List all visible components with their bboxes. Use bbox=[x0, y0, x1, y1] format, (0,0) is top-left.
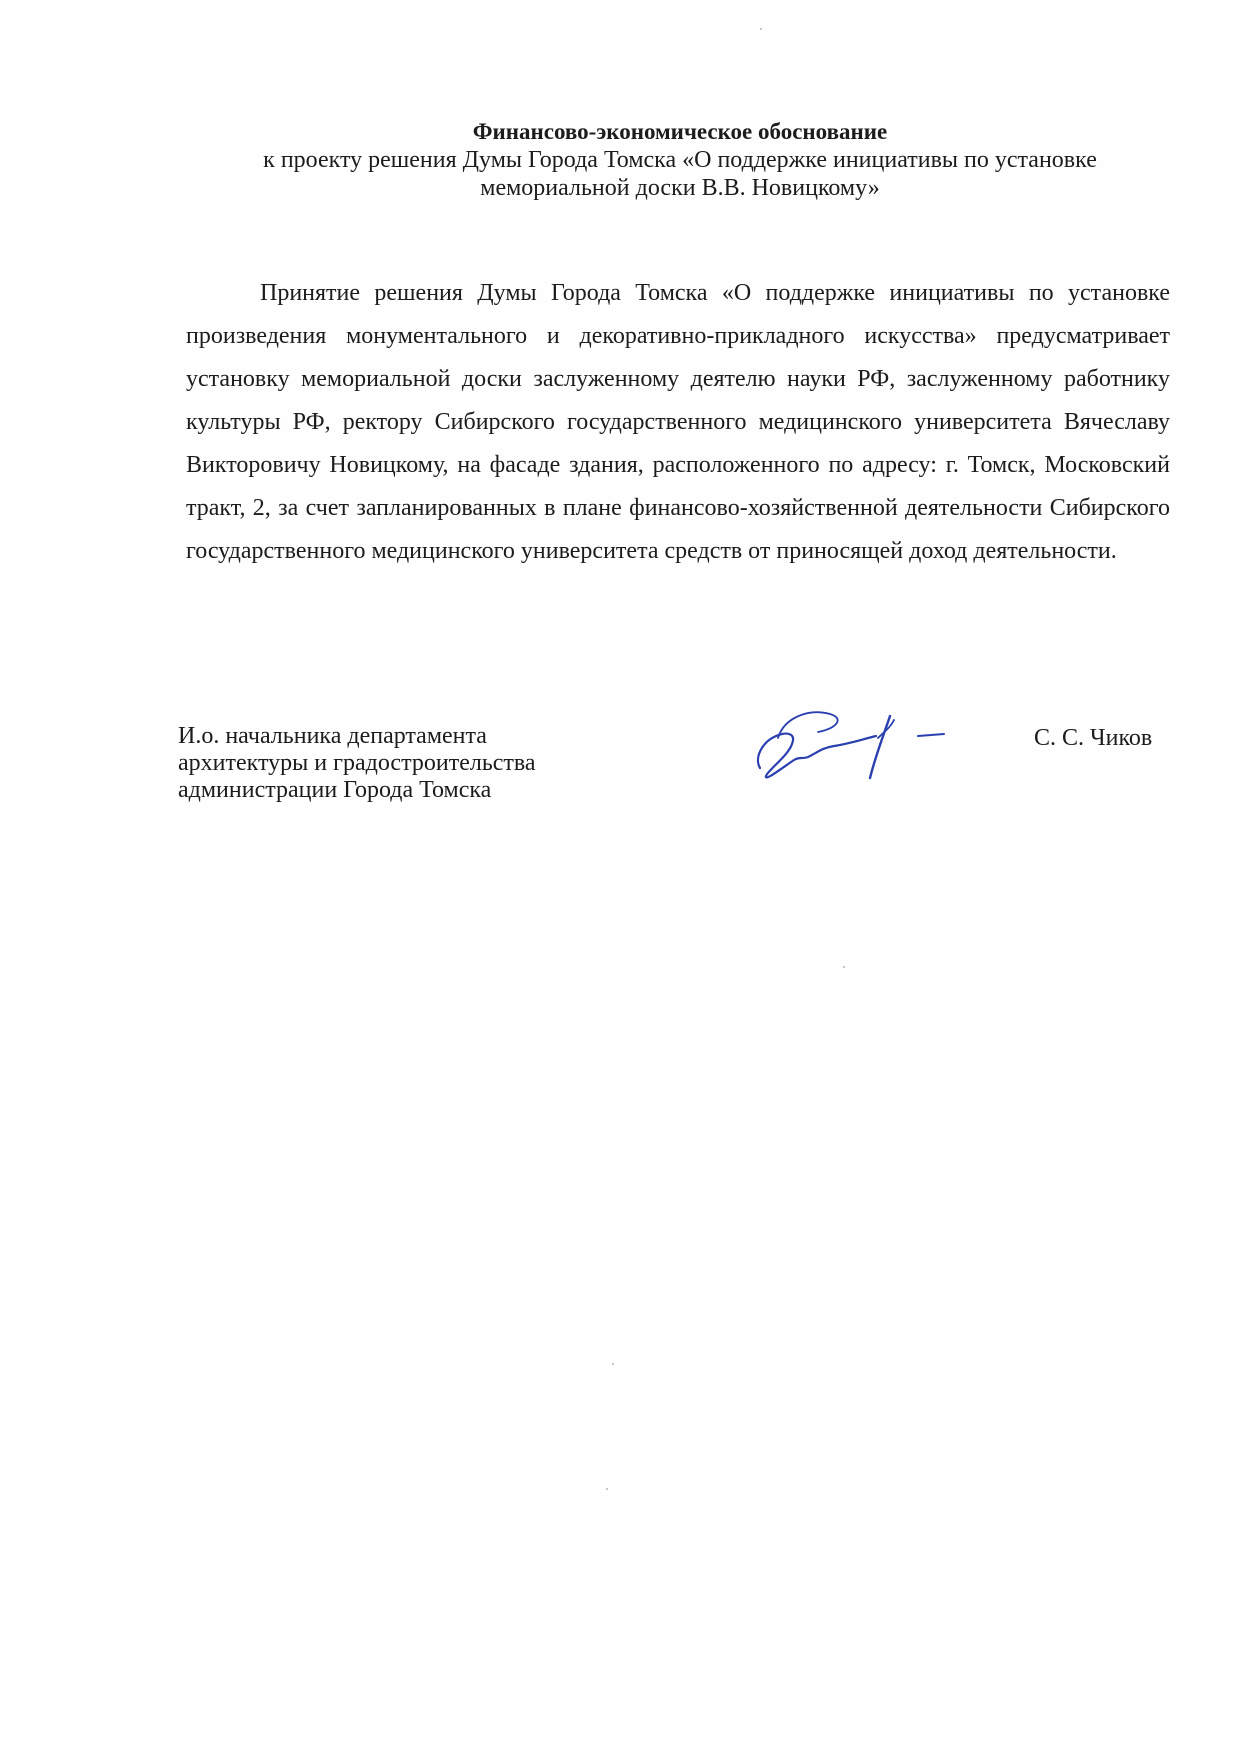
handwritten-signature-icon bbox=[748, 698, 968, 788]
position-line-3: администрации Города Томска bbox=[178, 777, 492, 803]
body-paragraph: Принятие решения Думы Города Томска «О поддержке инициативы по установке произведения монументального и декоративно-прикладного искусства» предусматривает установку мемориальной доски заслуженному деятелю науки РФ, заслуженному работнику культуры РФ, ректору Сибирского государственного медицинского университета Вячеславу Викторовичу Новицкому, на фасаде здания, расположенного по адресу: г. Томск, Московский тракт, 2, за счет запланированных в плане финансово-хозяйственной деятельности Сибирского государственного медицинского университета средств от приносящей доход деятельности. bbox=[186, 280, 1170, 564]
document-title: Финансово-экономическое обоснование bbox=[472, 119, 888, 144]
position-line-2: архитектуры и градостроительства bbox=[178, 750, 536, 776]
document-subtitle-line-1: к проекту решения Думы Города Томска «О поддержке инициативы по установке bbox=[263, 147, 1097, 173]
signatory-position bbox=[178, 723, 598, 804]
position-line-1: И.о. начальника департамента bbox=[178, 723, 487, 749]
signatory-name: С. С. Чиков bbox=[1034, 725, 1153, 751]
document-header bbox=[180, 118, 1180, 202]
scan-artifact-dot bbox=[760, 28, 762, 30]
document-subtitle-line-2: мемориальной доски В.В. Новицкому» bbox=[480, 175, 880, 201]
scan-artifact-dot bbox=[843, 966, 845, 968]
scan-artifact-dot bbox=[612, 1363, 614, 1365]
scan-artifact-dot bbox=[606, 1488, 608, 1490]
